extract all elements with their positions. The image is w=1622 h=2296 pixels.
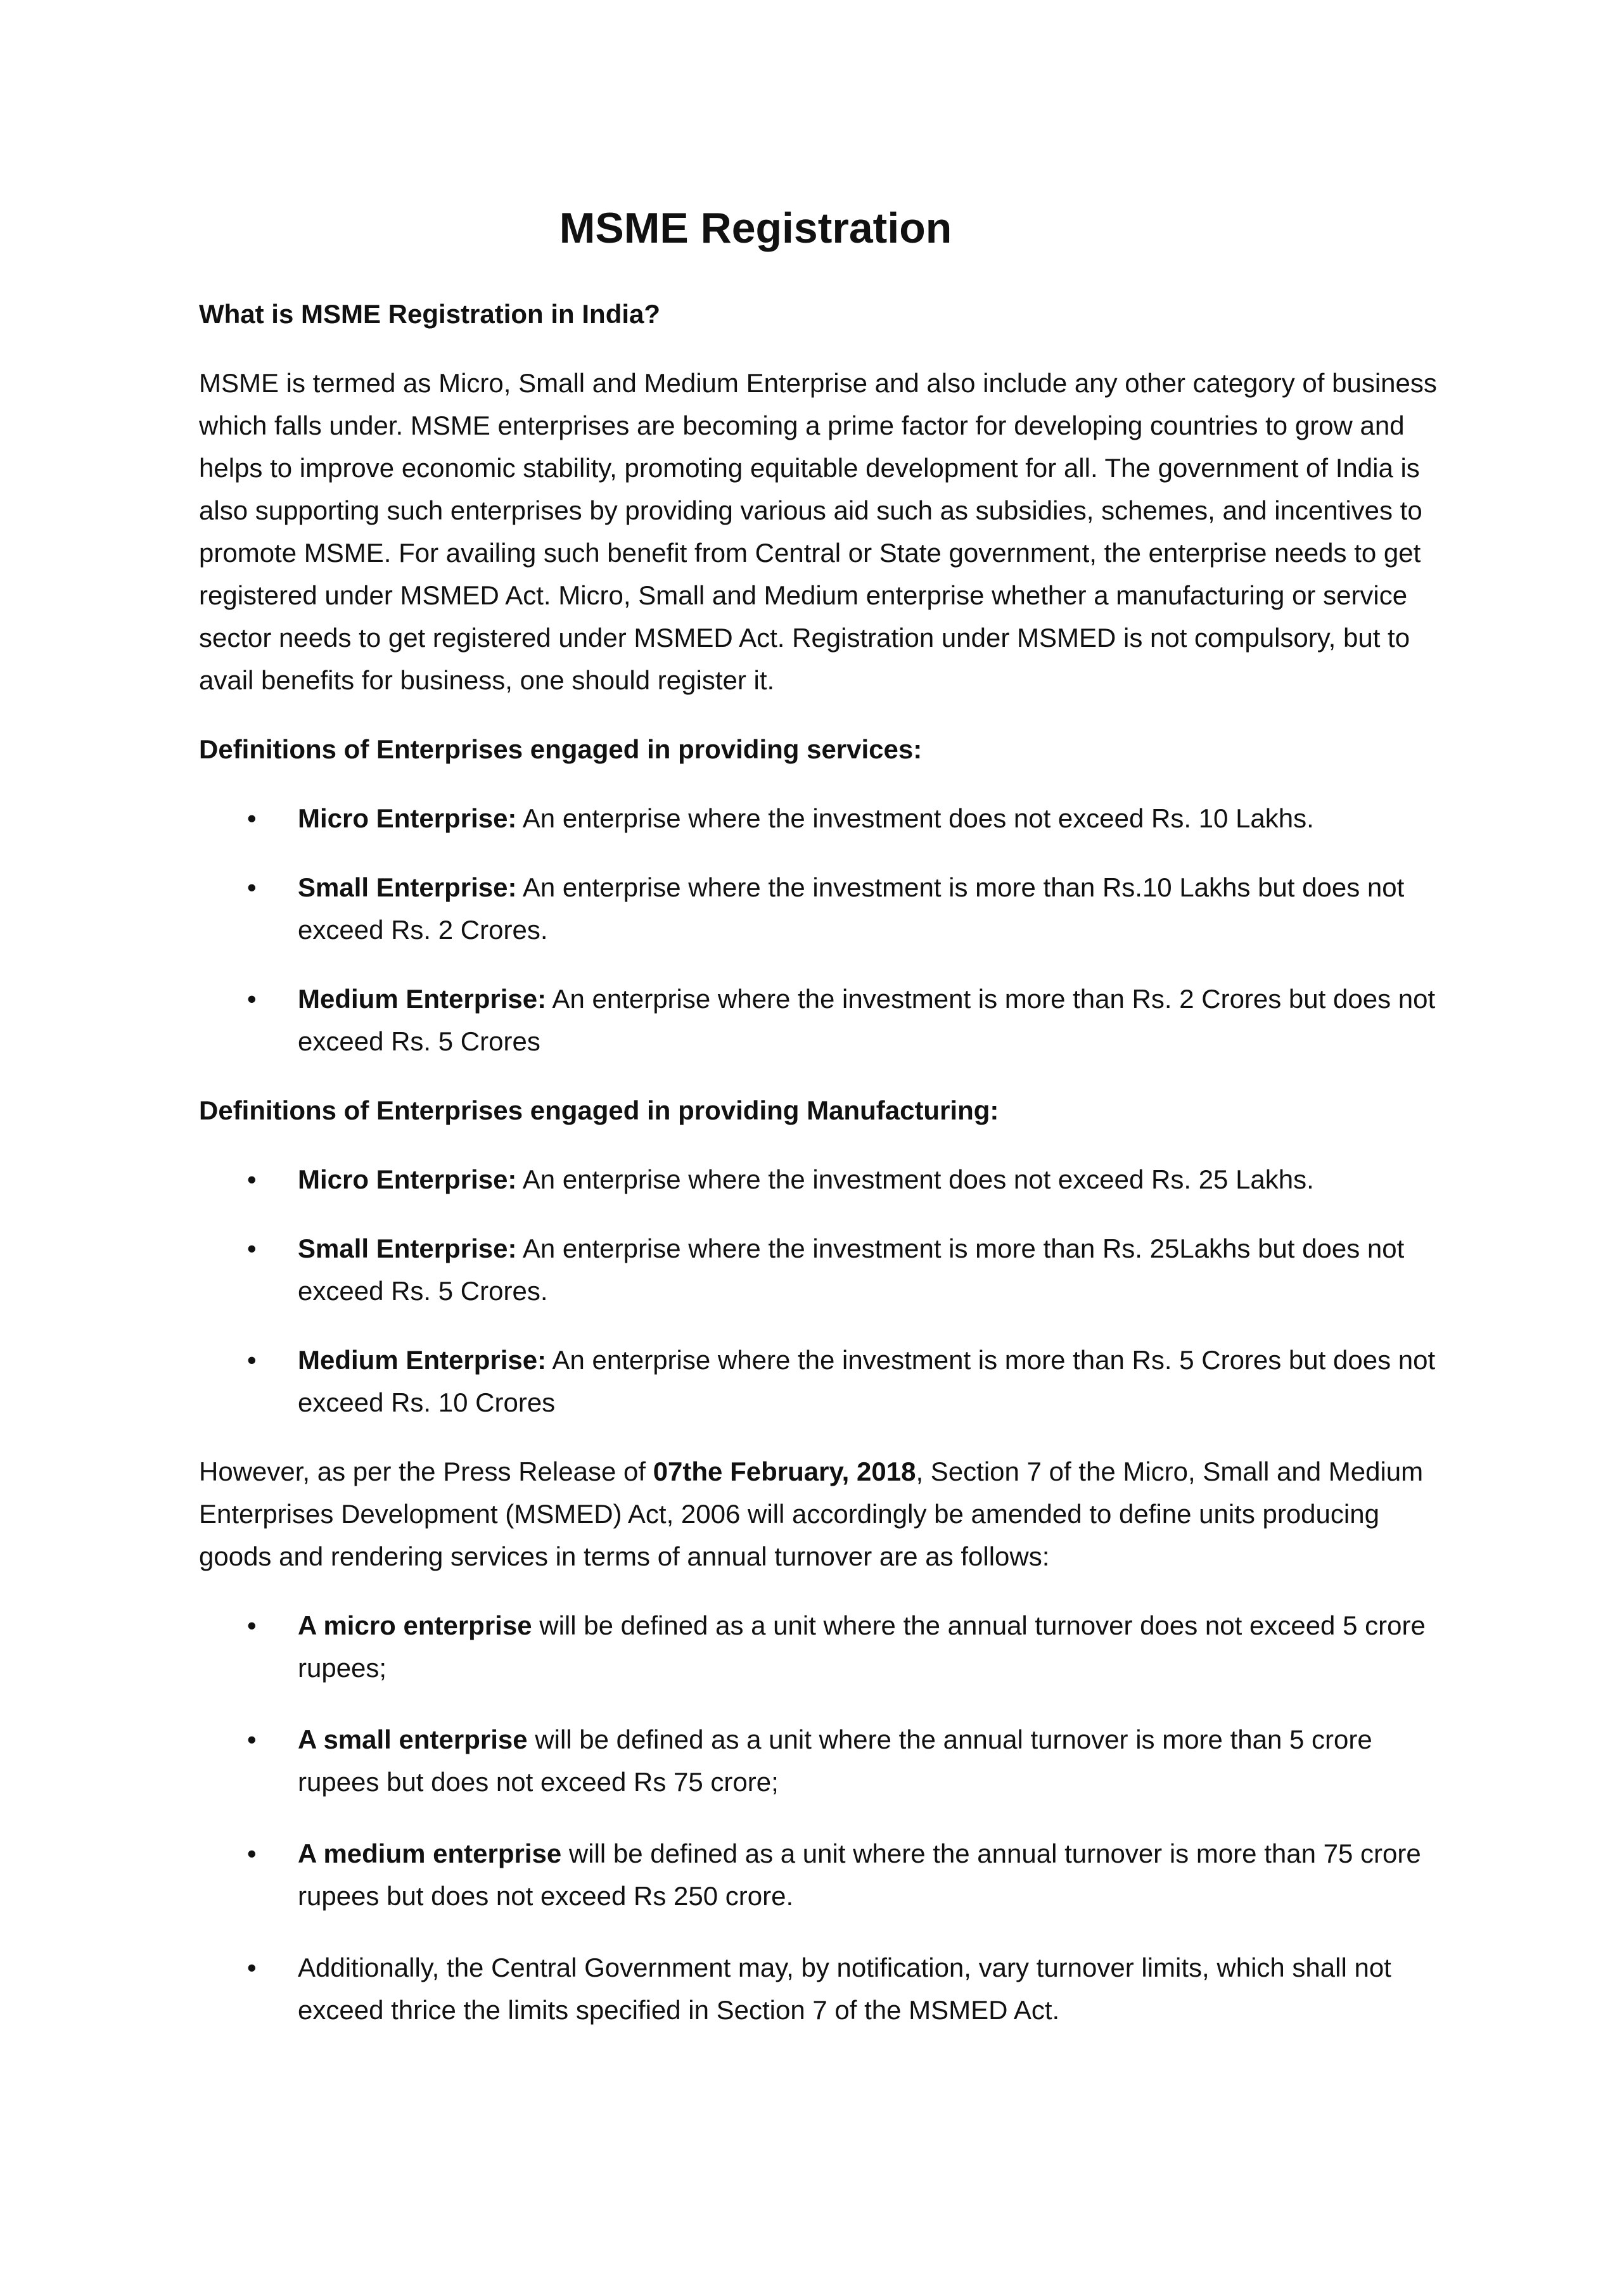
- item-text: will be defined as a unit where the annual turnover is more than 5 crore rupees but does not exceed Rs 75 crore;: [298, 1725, 1372, 1797]
- bullet-icon: •: [247, 1164, 257, 1194]
- list-item: [199, 1718, 1441, 1803]
- item-term: A medium enterprise: [298, 1839, 562, 1868]
- services-list: [199, 797, 1441, 1062]
- intro-heading: What is MSME Registration in India?: [199, 299, 661, 329]
- item-term: A micro enterprise: [298, 1610, 532, 1640]
- page-title: MSME Registration: [559, 204, 952, 252]
- bullet-icon: •: [247, 1345, 257, 1375]
- item-text: Additionally, the Central Government may, by notification, vary turnover limits, which shall not exceed thrice the limits specified in Section 7 of the MSMED Act.: [298, 1953, 1391, 2025]
- item-text: An enterprise where the investment does not exceed Rs. 10 Lakhs.: [516, 803, 1314, 833]
- item-text: An enterprise where the investment is more than Rs.10 Lakhs but does not exceed Rs. 2 Crores.: [298, 872, 1405, 945]
- item-text: will be defined as a unit where the annual turnover does not exceed 5 crore rupees;: [298, 1610, 1426, 1683]
- list-item: [199, 797, 1441, 839]
- bullet-icon: •: [247, 1610, 257, 1640]
- bullet-icon: •: [247, 1725, 257, 1754]
- press-release-paragraph: [199, 1450, 1441, 1578]
- bullet-icon: •: [247, 984, 257, 1014]
- item-text: An enterprise where the investment does not exceed Rs. 25 Lakhs.: [516, 1164, 1314, 1194]
- press-release-after: , Section 7 of the Micro, Small and Medium Enterprises Development (MSMED) Act, 2006 will accordingly be amended to define units producing goods and rendering services in terms of annual turnover are as follows:: [199, 1457, 1424, 1571]
- item-term: Medium Enterprise:: [298, 984, 547, 1014]
- bullet-icon: •: [247, 872, 257, 902]
- bullet-icon: •: [247, 1953, 257, 1982]
- list-item: [199, 978, 1441, 1062]
- item-text: An enterprise where the investment is more than Rs. 25Lakhs but does not exceed Rs. 5 Crores.: [298, 1234, 1405, 1306]
- manufacturing-heading: Definitions of Enterprises engaged in providing Manufacturing:: [199, 1095, 999, 1125]
- item-term: Small Enterprise:: [298, 1234, 517, 1263]
- item-term: Micro Enterprise:: [298, 803, 517, 833]
- list-item: [199, 1158, 1441, 1201]
- bullet-icon: •: [247, 1234, 257, 1263]
- item-term: Micro Enterprise:: [298, 1164, 517, 1194]
- list-item: [199, 866, 1441, 951]
- services-heading: Definitions of Enterprises engaged in providing services:: [199, 734, 923, 764]
- item-text: will be defined as a unit where the annual turnover is more than 75 crore rupees but does not exceed Rs 250 crore.: [298, 1839, 1421, 1911]
- item-term: Small Enterprise:: [298, 872, 517, 902]
- item-term: Medium Enterprise:: [298, 1345, 547, 1375]
- list-item: [199, 1604, 1441, 1689]
- list-item: [199, 1946, 1441, 2031]
- item-term: A small enterprise: [298, 1725, 528, 1754]
- press-release-before: However, as per the Press Release of: [199, 1457, 653, 1486]
- item-text: An enterprise where the investment is more than Rs. 2 Crores but does not exceed Rs. 5 Crores: [298, 984, 1436, 1056]
- press-release-date: 07the February, 2018: [653, 1457, 916, 1486]
- list-item: [199, 1227, 1441, 1312]
- list-item: [199, 1832, 1441, 1917]
- intro-paragraph: MSME is termed as Micro, Small and Medium Enterprise and also include any other category of business which falls under. MSME enterprises are becoming a prime factor for developing countries to grow and helps to improve economic stability, promoting equitable development for all. The government of India is also supporting such enterprises by providing various aid such as subsidies, schemes, and incentives to promote MSME. For availing such benefit from Central or State government, the enterprise needs to get registered under MSMED Act. Micro, Small and Medium enterprise whether a manufacturing or service sector needs to get registered under MSMED Act. Registration under MSMED is not compulsory, but to avail benefits for business, one should register it.: [199, 368, 1437, 695]
- item-text: An enterprise where the investment is more than Rs. 5 Crores but does not exceed Rs. 10 Crores: [298, 1345, 1436, 1417]
- bullet-icon: •: [247, 803, 257, 833]
- turnover-list: [199, 1604, 1441, 2031]
- bullet-icon: •: [247, 1839, 257, 1868]
- list-item: [199, 1339, 1441, 1424]
- manufacturing-list: [199, 1158, 1441, 1424]
- document-body: [199, 293, 1441, 2060]
